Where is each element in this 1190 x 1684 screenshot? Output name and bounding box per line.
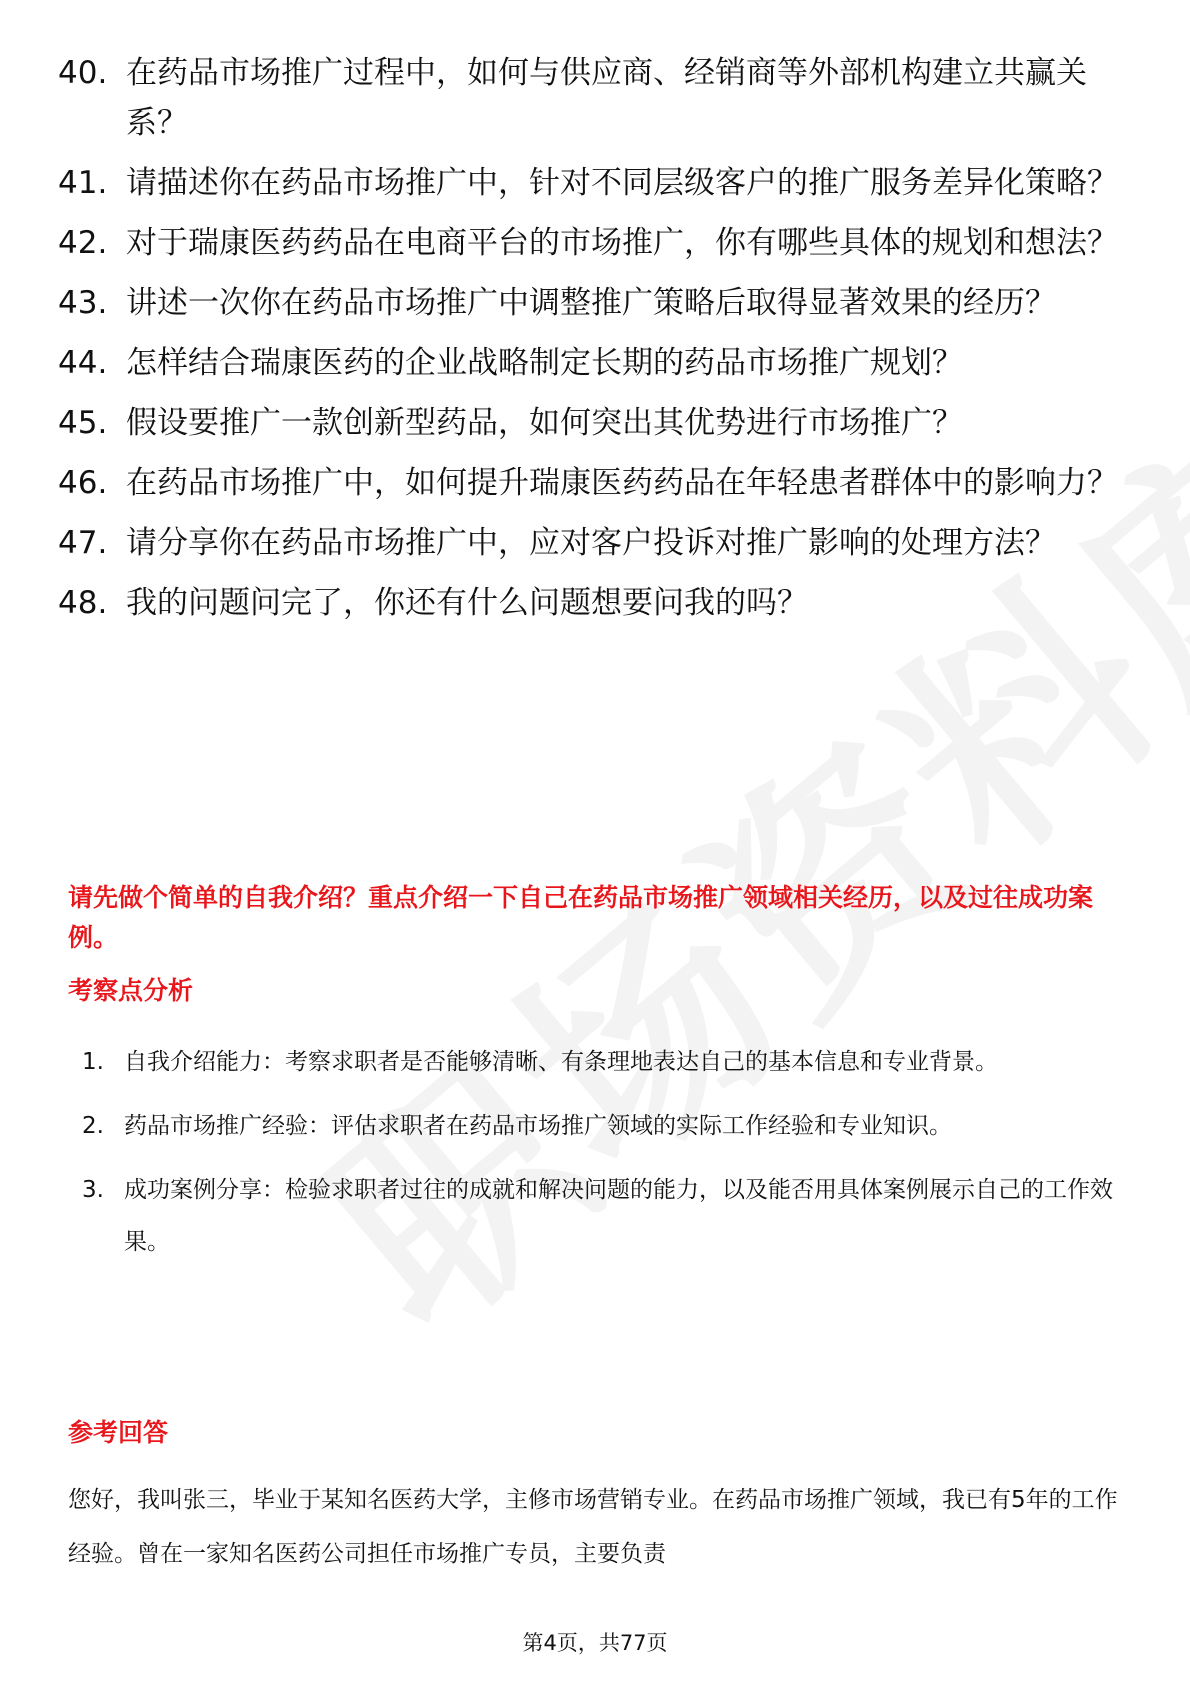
question-list xyxy=(58,48,1138,638)
analysis-text: 药品市场推广经验：评估求职者在药品市场推广领域的实际工作经验和专业知识。 xyxy=(124,1113,952,1139)
answer-heading: 参考回答 xyxy=(68,1418,169,1447)
question-item xyxy=(58,398,1138,448)
analysis-item xyxy=(82,1164,1132,1268)
question-text: 假设要推广一款创新型药品，如何突出其优势进行市场推广？ xyxy=(126,405,963,441)
question-text: 请描述你在药品市场推广中，针对不同层级客户的推广服务差异化策略？ xyxy=(126,165,1118,201)
analysis-text: 自我介绍能力：考察求职者是否能够清晰、有条理地表达自己的基本信息和专业背景。 xyxy=(124,1049,998,1075)
question-number: 42. xyxy=(58,225,108,261)
question-item xyxy=(58,578,1138,628)
analysis-number: 1. xyxy=(82,1049,104,1075)
answer-paragraph: 您好，我叫张三，毕业于某知名医药大学，主修市场营销专业。在药品市场推广领域，我已有5年的工作经验。曾在一家知名医药公司担任市场推广专员，主要负责 xyxy=(68,1487,1118,1567)
question-number: 45. xyxy=(58,405,108,441)
question-text: 在药品市场推广过程中，如何与供应商、经销商等外部机构建立共赢关系？ xyxy=(126,55,1087,141)
analysis-heading: 考察点分析 xyxy=(68,976,194,1005)
question-item xyxy=(58,158,1138,208)
question-text: 我的问题问完了，你还有什么问题想要问我的吗？ xyxy=(126,585,808,621)
question-item xyxy=(58,338,1138,388)
question-number: 40. xyxy=(58,55,108,91)
question-item xyxy=(58,518,1138,568)
question-item xyxy=(58,218,1138,268)
question-number: 41. xyxy=(58,165,108,201)
analysis-item xyxy=(82,1036,1132,1088)
question-number: 47. xyxy=(58,525,108,561)
analysis-number: 2. xyxy=(82,1113,104,1139)
question-text: 对于瑞康医药药品在电商平台的市场推广，你有哪些具体的规划和想法？ xyxy=(126,225,1118,261)
analysis-text: 成功案例分享：检验求职者过往的成就和解决问题的能力，以及能否用具体案例展示自己的工作效果。 xyxy=(124,1177,1113,1255)
question-number: 46. xyxy=(58,465,108,501)
question-text: 讲述一次你在药品市场推广中调整推广策略后取得显著效果的经历？ xyxy=(126,285,1056,321)
analysis-number: 3. xyxy=(82,1177,104,1203)
question-number: 43. xyxy=(58,285,108,321)
question-item xyxy=(58,458,1138,508)
question-number: 48. xyxy=(58,585,108,621)
page-footer: 第4页，共77页 xyxy=(522,1631,668,1655)
question-text: 请分享你在药品市场推广中，应对客户投诉对推广影响的处理方法？ xyxy=(126,525,1056,561)
question-number: 44. xyxy=(58,345,108,381)
analysis-item xyxy=(82,1100,1132,1152)
question-text: 在药品市场推广中，如何提升瑞康医药药品在年轻患者群体中的影响力？ xyxy=(126,465,1118,501)
question-item xyxy=(58,48,1138,148)
question-item xyxy=(58,278,1138,328)
section-question-title: 请先做个简单的自我介绍？重点介绍一下自己在药品市场推广领域相关经历，以及过往成功案例。 xyxy=(68,883,1094,952)
question-text: 怎样结合瑞康医药的企业战略制定长期的药品市场推广规划？ xyxy=(126,345,963,381)
analysis-list xyxy=(82,1036,1132,1280)
